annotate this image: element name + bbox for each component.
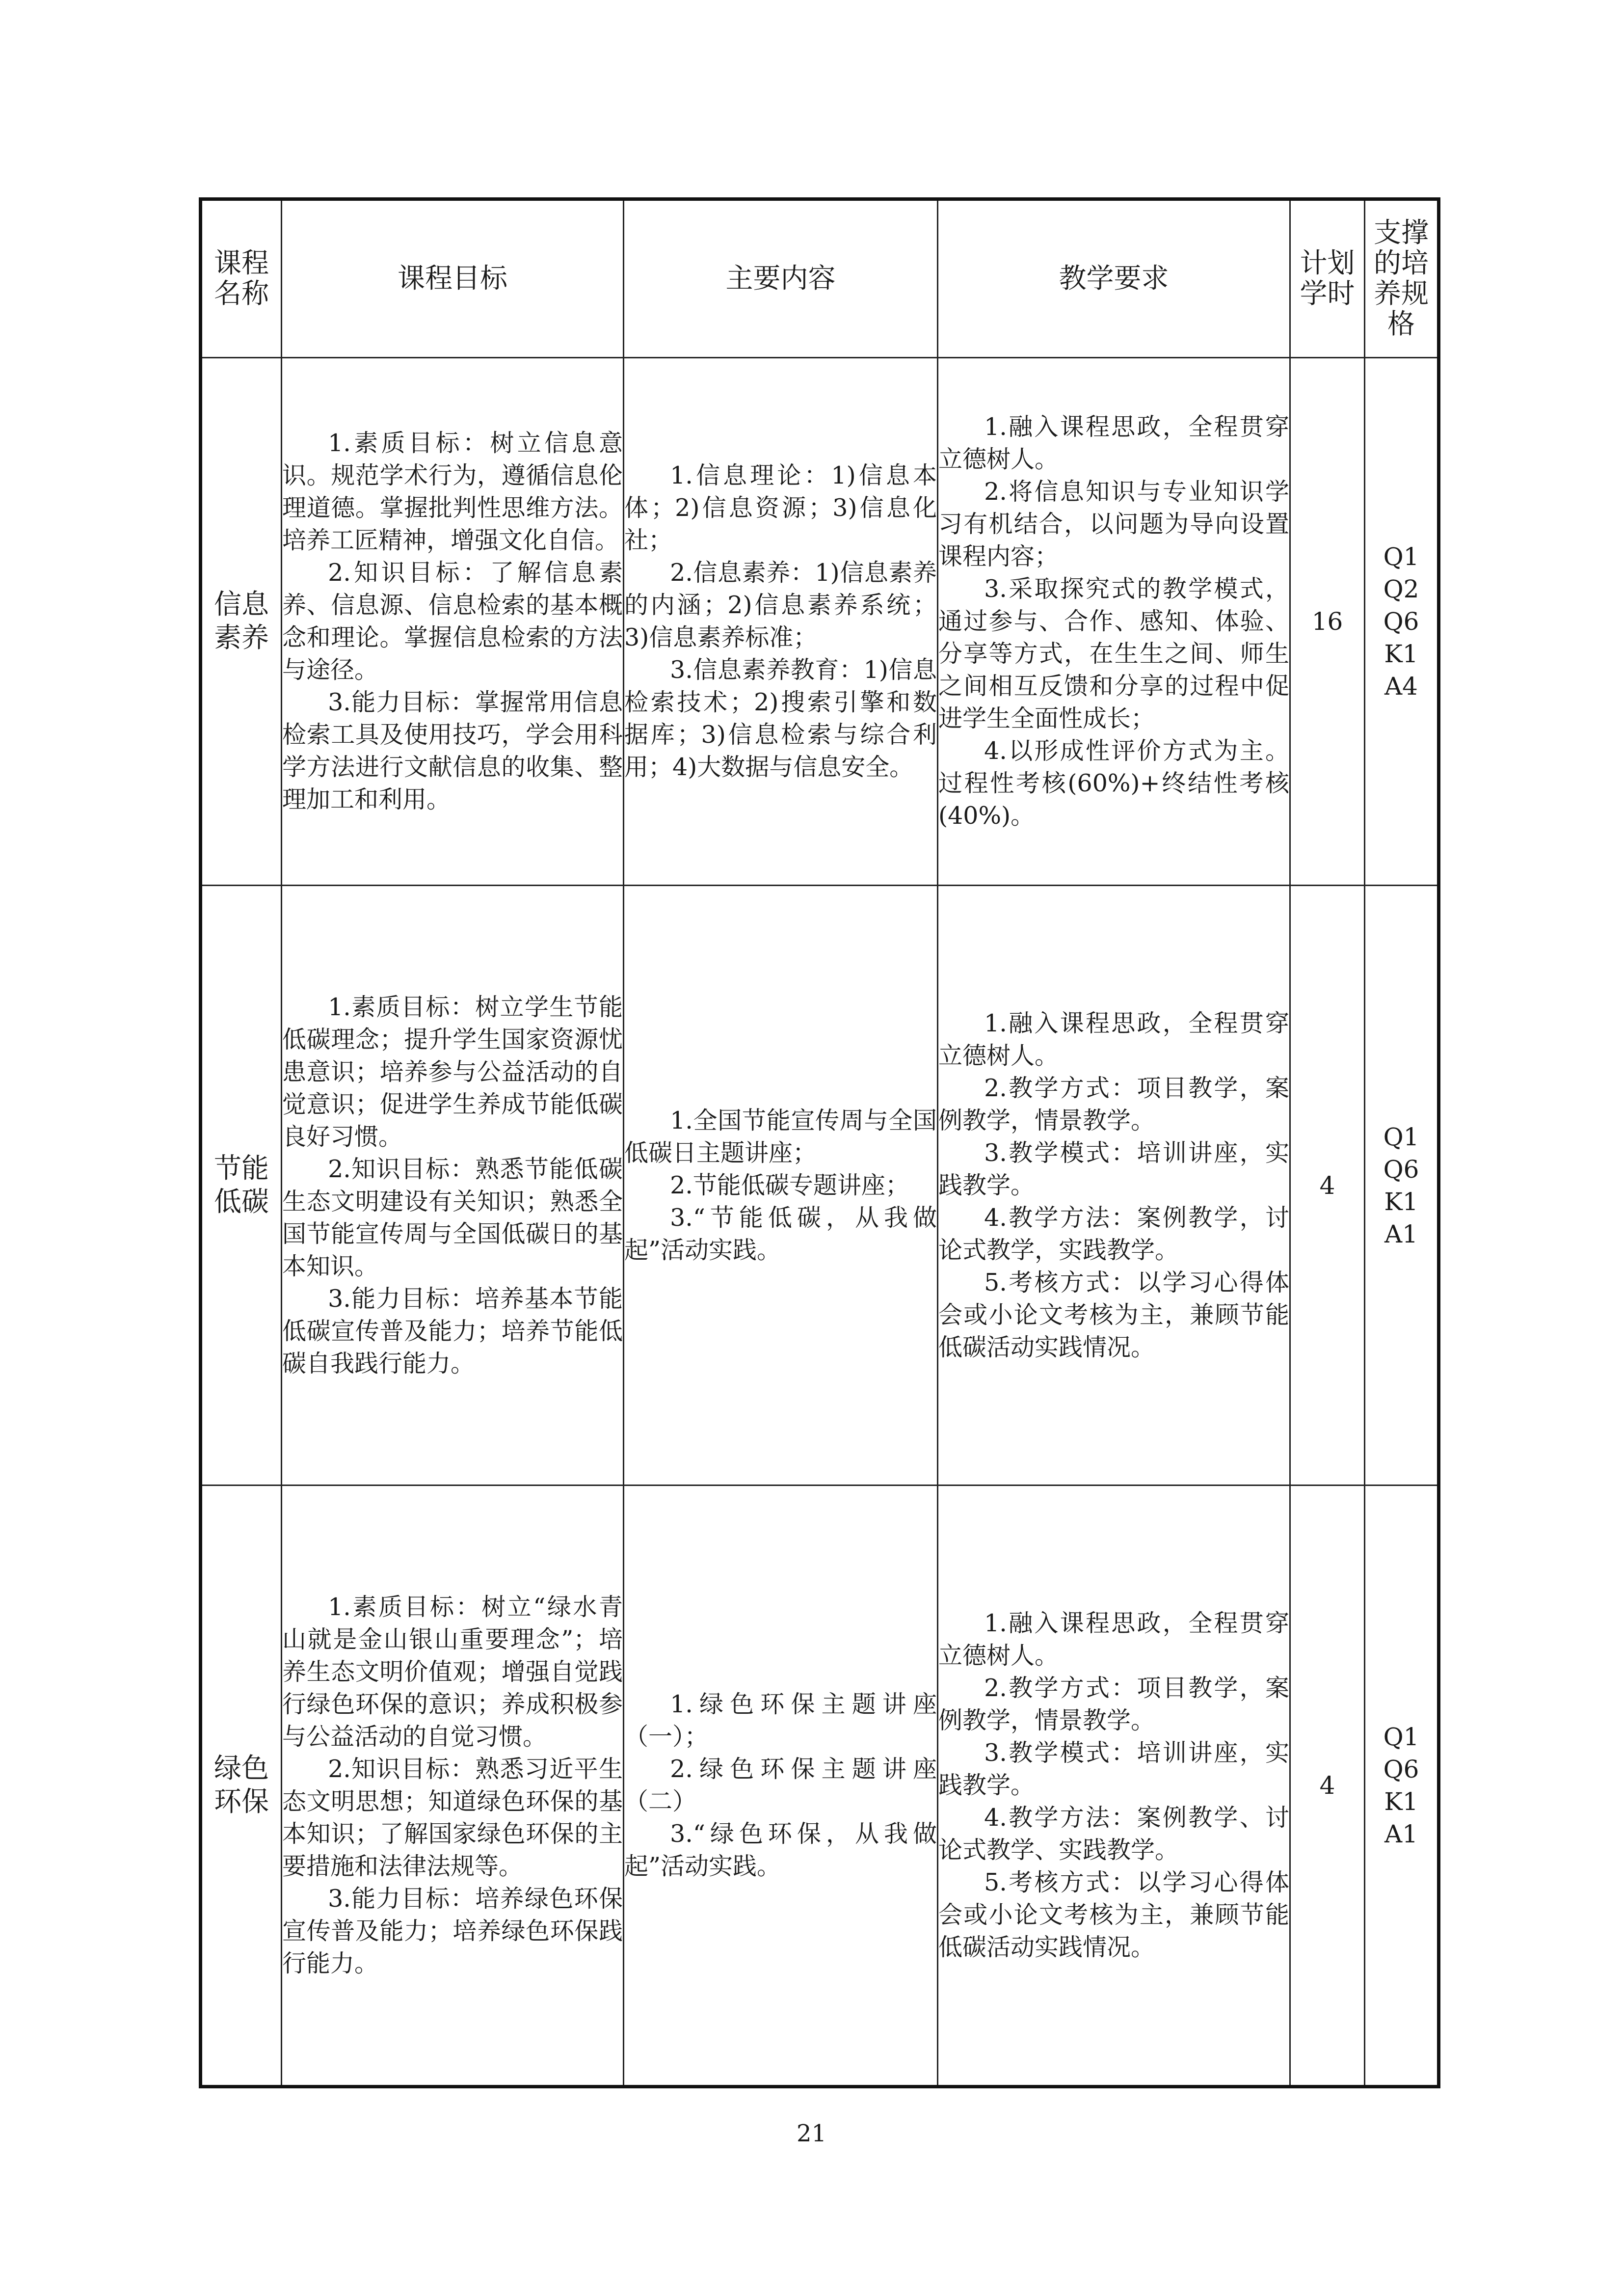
spec-code: K1 xyxy=(1384,1787,1418,1816)
requirement-item: 1.融入课程思政，全程贯穿立德树人。 xyxy=(938,1009,1289,1070)
requirements-cell xyxy=(938,886,1290,1486)
table-row xyxy=(201,358,1439,886)
content-item: 2.绿色环保主题讲座（二） xyxy=(624,1755,937,1815)
requirements-cell xyxy=(938,358,1290,886)
course-name-cell: 节能 低碳 xyxy=(201,886,282,1486)
header-content: 主要内容 xyxy=(624,199,938,358)
spec-code: Q1 xyxy=(1383,1122,1419,1151)
spec-code: Q2 xyxy=(1383,575,1419,603)
table-row xyxy=(201,1486,1439,2087)
content-item: 1.全国节能宣传周与全国低碳日主题讲座； xyxy=(624,1106,937,1167)
objective-item: 3.能力目标：培养基本节能低碳宣传普及能力；培养节能低碳自我践行能力。 xyxy=(282,1284,623,1378)
header-objectives: 课程目标 xyxy=(282,199,624,358)
spec-code: Q6 xyxy=(1383,1155,1419,1184)
page-number: 21 xyxy=(796,2120,827,2147)
requirement-item: 3.采取探究式的教学模式，通过参与、合作、感知、体验、分享等方式，在生生之间、师生之间相互反馈和分享的过程中促进学生全面性成长； xyxy=(938,575,1289,732)
hours-cell: 4 xyxy=(1290,1486,1365,2087)
hours-cell: 16 xyxy=(1290,358,1365,886)
spec-code: A1 xyxy=(1384,1219,1418,1248)
content-cell xyxy=(624,1486,938,2087)
objective-item: 1.素质目标：树立学生节能低碳理念；提升学生国家资源忧患意识；培养参与公益活动的自觉意识；促进学生养成节能低碳良好习惯。 xyxy=(282,993,623,1151)
content-cell xyxy=(624,886,938,1486)
objective-item: 2.知识目标：熟悉节能低碳生态文明建设有关知识；熟悉全国节能宣传周与全国低碳日的基本知识。 xyxy=(282,1155,623,1280)
specs-cell xyxy=(1365,358,1439,886)
spec-code: K1 xyxy=(1384,1187,1418,1216)
requirement-item: 5.考核方式：以学习心得体会或小论文考核为主，兼顾节能低碳活动实践情况。 xyxy=(938,1268,1289,1361)
objective-item: 3.能力目标：培养绿色环保宣传普及能力；培养绿色环保践行能力。 xyxy=(282,1885,623,1977)
objective-item: 1.素质目标：树立信息意识。规范学术行为，遵循信息伦理道德。掌握批判性思维方法。培养工匠精神，增强文化自信。 xyxy=(282,429,623,554)
requirement-item: 4.教学方法：案例教学、讨论式教学、实践教学。 xyxy=(938,1804,1289,1864)
content-item: 2.信息素养：1)信息素养的内涵；2)信息素养系统；3)信息素养标准； xyxy=(624,559,937,651)
course-table xyxy=(199,197,1440,2088)
header-specs: 支撑 的培 养规 格 xyxy=(1365,199,1439,358)
requirement-item: 1.融入课程思政，全程贯穿立德树人。 xyxy=(938,413,1289,473)
header-row xyxy=(201,199,1439,358)
requirement-item: 2.将信息知识与专业知识学习有机结合，以问题为导向设置课程内容； xyxy=(938,478,1289,570)
course-name-cell: 信息 素养 xyxy=(201,358,282,886)
objectives-cell xyxy=(282,1486,624,2087)
objective-item: 2.知识目标：了解信息素养、信息源、信息检索的基本概念和理论。掌握信息检索的方法与途径。 xyxy=(282,559,623,684)
specs-cell xyxy=(1365,886,1439,1486)
requirements-cell xyxy=(938,1486,1290,2087)
spec-code: A1 xyxy=(1384,1820,1418,1848)
requirement-item: 3.教学模式：培训讲座，实践教学。 xyxy=(938,1138,1289,1199)
content-item: 3.信息素养教育：1)信息检索技术；2)搜索引擎和数据库；3)信息检索与综合利用；4)大数据与信息安全。 xyxy=(624,656,937,781)
requirement-item: 3.教学模式：培训讲座，实践教学。 xyxy=(938,1739,1289,1799)
content-item: 2.节能低碳专题讲座； xyxy=(670,1171,909,1199)
spec-code: Q6 xyxy=(1383,607,1419,636)
spec-code: Q6 xyxy=(1383,1755,1419,1783)
content-item: 1.信息理论：1)信息本体；2)信息资源；3)信息化社； xyxy=(624,461,937,554)
objective-item: 1.素质目标：树立“绿水青山就是金山银山重要理念”；培养生态文明价值观；增强自觉践行绿色环保的意识；养成积极参与公益活动的自觉习惯。 xyxy=(282,1593,623,1751)
requirement-item: 4.教学方法：案例教学，讨论式教学，实践教学。 xyxy=(938,1203,1289,1264)
spec-code: Q1 xyxy=(1383,542,1419,571)
table-row xyxy=(201,886,1439,1486)
objective-item: 2.知识目标：熟悉习近平生态文明思想；知道绿色环保的基本知识；了解国家绿色环保的主要措施和法律法规等。 xyxy=(282,1755,623,1880)
spec-code: K1 xyxy=(1384,640,1418,668)
objectives-cell xyxy=(282,358,624,886)
content-item: 3.“节能低碳，从我做起”活动实践。 xyxy=(624,1203,937,1264)
spec-code: Q1 xyxy=(1383,1723,1419,1751)
requirement-item: 4.以形成性评价方式为主。过程性考核(60%)+终结性考核(40%)。 xyxy=(938,737,1289,830)
header-course-name: 课程 名称 xyxy=(201,199,282,358)
hours-cell: 4 xyxy=(1290,886,1365,1486)
objective-item: 3.能力目标：掌握常用信息检索工具及使用技巧，学会用科学方法进行文献信息的收集、整理加工和利用。 xyxy=(282,688,623,813)
content-cell xyxy=(624,358,938,886)
requirement-item: 2.教学方式：项目教学，案例教学，情景教学。 xyxy=(938,1674,1289,1734)
objectives-cell xyxy=(282,886,624,1486)
requirement-item: 2.教学方式：项目教学，案例教学，情景教学。 xyxy=(938,1074,1289,1134)
course-name-cell: 绿色 环保 xyxy=(201,1486,282,2087)
spec-code: A4 xyxy=(1384,672,1418,701)
content-item: 3.“绿色环保，从我做起”活动实践。 xyxy=(624,1820,937,1880)
header-hours: 计划 学时 xyxy=(1290,199,1365,358)
requirement-item: 5.考核方式：以学习心得体会或小论文考核为主，兼顾节能低碳活动实践情况。 xyxy=(938,1868,1289,1961)
header-requirements: 教学要求 xyxy=(938,199,1290,358)
specs-cell xyxy=(1365,1486,1439,2087)
content-item: 1.绿色环保主题讲座（一）； xyxy=(624,1690,937,1751)
requirement-item: 1.融入课程思政，全程贯穿立德树人。 xyxy=(938,1609,1289,1670)
